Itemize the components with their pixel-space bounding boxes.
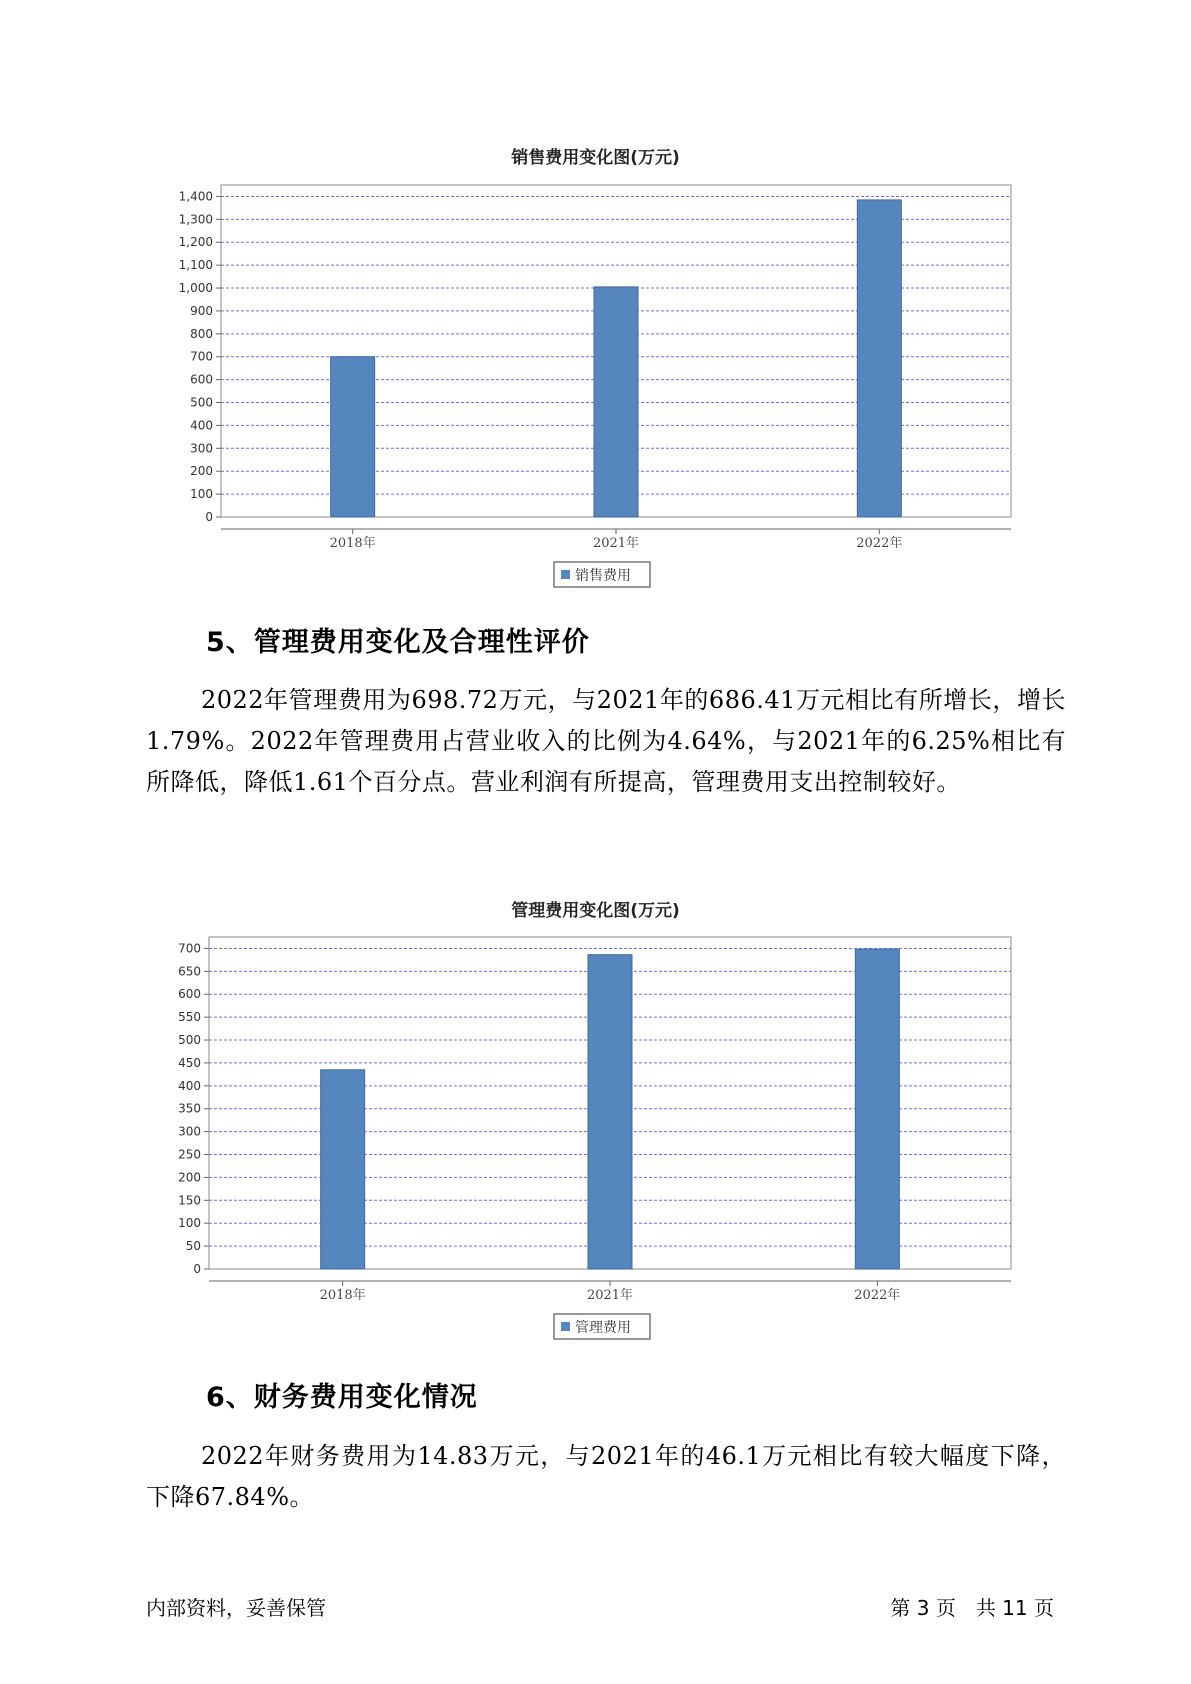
y-tick-label: 250: [178, 1147, 201, 1162]
y-tick-label: 150: [178, 1193, 201, 1208]
bar: [588, 955, 632, 1269]
y-tick-label: 800: [190, 326, 213, 341]
section-6-paragraph: 2022年财务费用为14.83万元，与2021年的46.1万元相比有较大幅度下降，下降67.84%。: [146, 1442, 1066, 1511]
footer-confidential-note: 内部资料，妥善保管: [146, 1596, 326, 1620]
x-tick-label: 2021年: [592, 536, 640, 551]
legend-label: 销售费用: [575, 568, 631, 584]
admin-chart-title: 管理费用变化图(万元): [511, 901, 680, 921]
y-tick-label: 1,100: [178, 258, 213, 273]
y-tick-label: 1,200: [178, 235, 213, 250]
y-tick-label: 350: [178, 1101, 201, 1116]
x-tick-label: 2022年: [856, 536, 903, 551]
y-tick-label: 600: [178, 987, 201, 1002]
y-tick-label: 700: [178, 941, 201, 956]
bar: [855, 949, 899, 1269]
y-tick-label: 0: [205, 510, 213, 524]
y-tick-label: 200: [178, 1170, 201, 1185]
y-tick-label: 600: [190, 372, 213, 387]
y-tick-label: 1,000: [178, 281, 213, 296]
bar: [594, 287, 638, 517]
y-tick-label: 1,300: [178, 212, 213, 227]
sales-expense-chart: [0, 170, 1191, 600]
y-tick-label: 400: [178, 1078, 201, 1093]
sales-chart-title: 销售费用变化图(万元): [511, 148, 680, 168]
y-tick-label: 50: [185, 1239, 201, 1254]
section-5-paragraph: 2022年管理费用为698.72万元，与2021年的686.41万元相比有所增长，增长1.79%。2022年管理费用占营业收入的比例为4.64%，与2021年的6.25%相比有所降低，降低1.61个百分点。营业利润有所提高，管理费用支出控制较好。: [146, 686, 1066, 796]
x-tick-label: 2021年: [586, 1288, 634, 1303]
y-tick-label: 700: [190, 349, 213, 364]
bar: [857, 200, 901, 517]
y-tick-label: 450: [178, 1055, 201, 1070]
y-tick-label: 650: [178, 964, 201, 979]
y-tick-label: 500: [190, 395, 213, 410]
y-tick-label: 0: [193, 1262, 201, 1276]
x-tick-label: 2022年: [854, 1288, 901, 1303]
section-6-heading: 6、财务费用变化情况: [206, 1382, 478, 1413]
y-tick-label: 100: [190, 487, 213, 502]
y-tick-label: 1,400: [178, 189, 213, 204]
legend-swatch: [561, 570, 570, 579]
admin-expense-chart: [0, 922, 1191, 1352]
footer-page-number: 第 3 页 共 11 页: [890, 1596, 1054, 1620]
y-tick-label: 550: [178, 1010, 201, 1025]
legend-label: 管理费用: [575, 1320, 631, 1336]
y-tick-label: 200: [190, 464, 213, 479]
section-5-heading: 5、管理费用变化及合理性评价: [206, 627, 590, 658]
y-tick-label: 500: [178, 1033, 201, 1048]
legend-swatch: [561, 1322, 570, 1331]
x-tick-label: 2018年: [329, 536, 376, 551]
y-tick-label: 300: [190, 441, 213, 456]
y-tick-label: 400: [190, 418, 213, 433]
bar: [321, 1070, 365, 1269]
y-tick-label: 100: [178, 1216, 201, 1231]
y-tick-label: 900: [190, 303, 213, 318]
x-tick-label: 2018年: [319, 1288, 366, 1303]
bar: [331, 357, 375, 517]
y-tick-label: 300: [178, 1124, 201, 1139]
